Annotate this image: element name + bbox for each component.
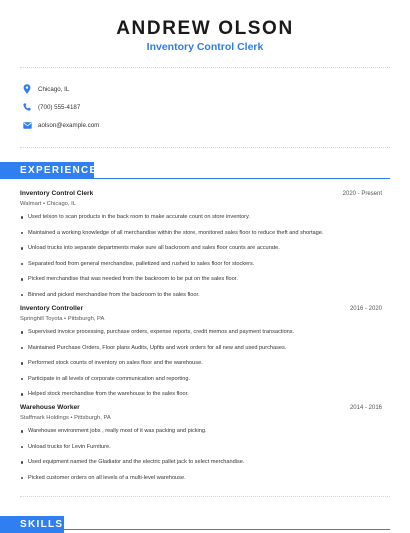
candidate-title: Inventory Control Clerk xyxy=(146,41,264,53)
list-item: Picked merchandise that was needed from the backroom to be put on the sales floor. xyxy=(20,276,382,292)
list-item: Binned and picked merchandise from the backroom to the sales floor. xyxy=(20,292,382,308)
section-heading-experience: EXPERIENCE xyxy=(0,162,94,179)
job-dates: 2020 - Present xyxy=(342,190,382,197)
job-title: Warehouse Worker xyxy=(20,404,80,411)
section-heading-skills: SKILLS xyxy=(0,516,64,533)
contact-phone xyxy=(22,101,80,113)
experience-divider xyxy=(20,496,390,497)
job-dates: 2014 - 2016 xyxy=(349,404,382,411)
job-dates: 2016 - 2020 xyxy=(349,305,382,312)
list-item: Performed stock counts of inventory on sales floor and the warehouse. xyxy=(20,360,382,376)
list-item: Unload trucks into separate departments make sure all backroom and sales floor counts are accurate. xyxy=(20,245,382,261)
job-company: Walmart xyxy=(20,201,42,207)
contact-phone-text: (700) 555-4187 xyxy=(38,103,81,111)
job-bullets xyxy=(20,428,382,490)
contact-divider xyxy=(20,147,390,148)
contact-email-text: aolson@example.com xyxy=(38,121,100,129)
list-item: Warehouse environment jobs , really most of it was packing and picking. xyxy=(20,428,382,444)
contact-email xyxy=(22,119,99,131)
contact-location-text: Chicago, IL xyxy=(38,85,70,93)
list-item: Used equipment named the Gladiator and the electric pallet jack to select merchandise. xyxy=(20,459,382,475)
list-item: Maintained Purchase Orders, Floor plans Audits, Upfits and work orders for all new and used purchases. xyxy=(20,345,382,361)
job-employer: Walmart • Chicago, IL xyxy=(20,201,76,207)
job-title: Inventory Control Clerk xyxy=(20,190,94,197)
list-item: Picked customer orders on all levels of a multi-level warehouse. xyxy=(20,475,382,491)
job-company: Staffmark Holdings xyxy=(20,415,69,421)
job-entry xyxy=(20,305,382,407)
job-bullets xyxy=(20,214,382,307)
job-entry xyxy=(20,404,382,490)
job-company: Springhill Toyota xyxy=(20,316,63,322)
job-employer: Staffmark Holdings • Pittsburgh, PA xyxy=(20,415,111,421)
candidate-name: ANDREW OLSON xyxy=(116,18,294,39)
contact-location xyxy=(22,83,69,95)
job-location: Pittsburgh, PA xyxy=(67,316,105,322)
email-icon xyxy=(22,120,32,130)
list-item: Participate in all levels of corporate communication and reporting. xyxy=(20,376,382,392)
list-item: Separated food from general merchandise, palletized and rushed to sales floor for stockers. xyxy=(20,261,382,277)
list-item: Unload trucks for Levin Furniture. xyxy=(20,444,382,460)
job-entry xyxy=(20,190,382,307)
list-item: Supervised invoice processing, purchase orders, expense reports, credit memos and payment transactions. xyxy=(20,329,382,345)
job-bullets xyxy=(20,329,382,407)
header-divider xyxy=(20,67,390,68)
phone-icon xyxy=(22,102,32,112)
job-employer: Springhill Toyota • Pittsburgh, PA xyxy=(20,316,105,322)
list-item: Used telxon to scan products in the back room to make accurate count on store inventory. xyxy=(20,214,382,230)
experience-rule xyxy=(94,178,390,179)
job-location: Pittsburgh, PA xyxy=(74,415,111,421)
job-title: Inventory Controller xyxy=(20,305,84,312)
list-item: Helped stock merchandise from the warehouse to the sales floor. xyxy=(20,391,382,407)
location-pin-icon xyxy=(22,84,32,94)
job-location: Chicago, IL xyxy=(46,201,76,207)
list-item: Maintained a working knowledge of all merchandise within the store, monitored sales floor to reduce theft and shortage. xyxy=(20,230,382,246)
